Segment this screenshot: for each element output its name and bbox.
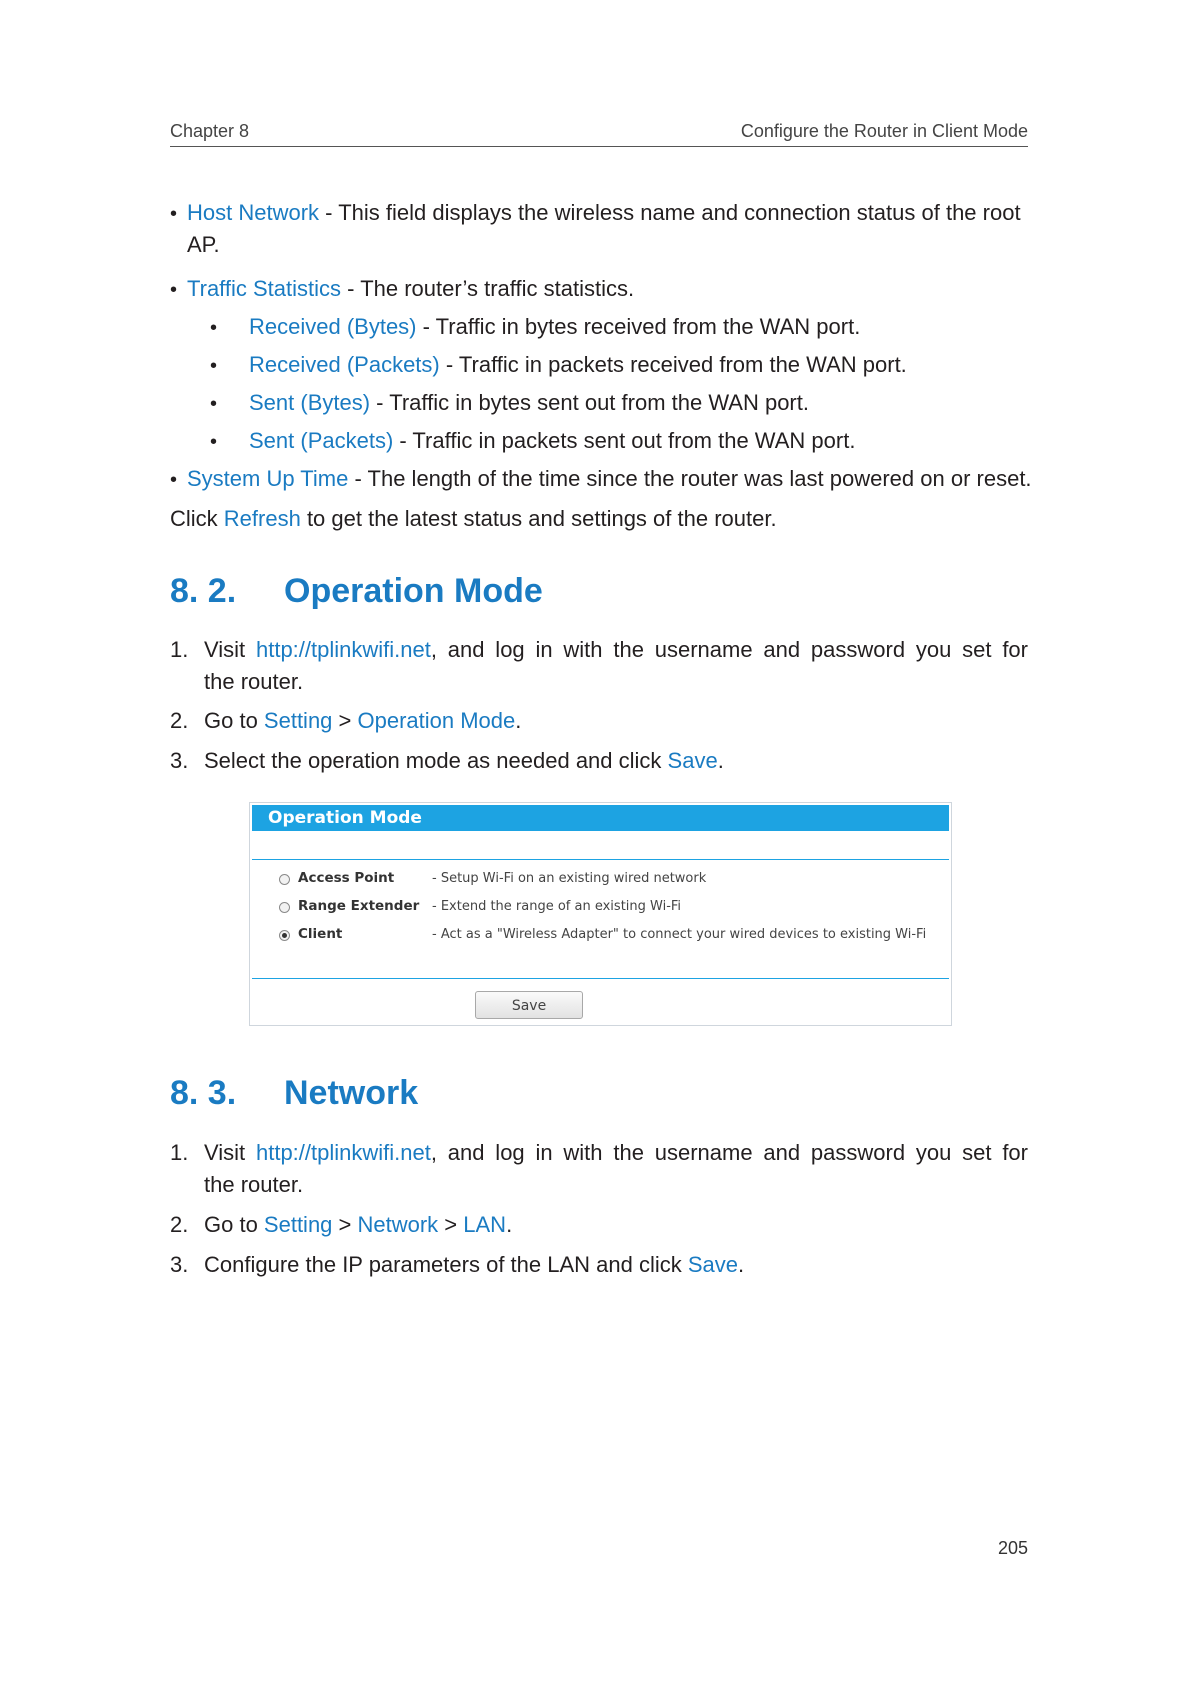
step-number: 1. bbox=[170, 1140, 189, 1165]
refresh-pre: Click bbox=[170, 506, 224, 531]
tplinkwifi-link[interactable]: http://tplinkwifi.net bbox=[255, 1140, 431, 1165]
term-sent-packets: Sent (Packets) bbox=[249, 428, 394, 453]
step-1-line2: the router. bbox=[204, 669, 304, 694]
step-3-pre: Select the operation mode as needed and click bbox=[204, 748, 668, 773]
sub-bullet-sent-packets bbox=[249, 428, 855, 454]
desc-system-up-time: - The length of the time since the router was last powered on or reset. bbox=[348, 466, 1032, 491]
setting-link[interactable]: Setting bbox=[263, 1212, 333, 1237]
net-step-1-post: , and log in with the username and password you set for bbox=[430, 1140, 1028, 1165]
desc-traffic-statistics: - The router’s traffic statistics. bbox=[341, 276, 635, 301]
sub-bullet-received-packets bbox=[249, 352, 907, 378]
save-link[interactable]: Save bbox=[667, 748, 718, 773]
step-2-pre: Go to bbox=[204, 708, 264, 733]
term-traffic-statistics: Traffic Statistics bbox=[187, 276, 342, 301]
breadcrumb-separator: > bbox=[332, 708, 358, 733]
operation-mode-link[interactable]: Operation Mode bbox=[357, 708, 516, 733]
sub-bullet-received-bytes bbox=[249, 314, 860, 340]
term-sent-bytes: Sent (Bytes) bbox=[249, 390, 371, 415]
tplinkwifi-link[interactable]: http://tplinkwifi.net bbox=[255, 637, 431, 662]
bullet-system-up-time bbox=[187, 466, 1032, 492]
bullet-traffic-statistics bbox=[187, 276, 634, 302]
desc-access-point: - Setup Wi-Fi on an existing wired network bbox=[432, 871, 707, 886]
bullet: • bbox=[170, 279, 178, 301]
net-step-1-line2: the router. bbox=[204, 1172, 304, 1197]
label-access-point: Access Point bbox=[298, 870, 395, 886]
desc-sent-packets: - Traffic in packets sent out from the WAN port. bbox=[393, 428, 856, 453]
radio-access-point[interactable] bbox=[279, 874, 290, 885]
save-button[interactable]: Save bbox=[475, 991, 583, 1019]
desc-host-network: - This field displays the wireless name and connection status of the root bbox=[319, 200, 1021, 225]
operation-mode-panel bbox=[249, 802, 952, 1026]
page-header bbox=[170, 121, 1028, 147]
sub-bullet: • bbox=[210, 431, 218, 453]
desc-received-packets: - Traffic in packets received from the WAN port. bbox=[439, 352, 907, 377]
term-received-packets: Received (Packets) bbox=[249, 352, 440, 377]
net-step-3-pre: Configure the IP parameters of the LAN and click bbox=[204, 1252, 688, 1277]
bullet: • bbox=[170, 469, 178, 491]
network-link[interactable]: Network bbox=[357, 1212, 439, 1237]
net-step-1-pre: Visit bbox=[204, 1140, 256, 1165]
section-title-network: Network bbox=[284, 1074, 419, 1112]
setting-link[interactable]: Setting bbox=[263, 708, 333, 733]
divider bbox=[252, 859, 949, 860]
sub-bullet: • bbox=[210, 393, 218, 415]
section-title-operation-mode: Operation Mode bbox=[284, 572, 543, 610]
lan-link[interactable]: LAN bbox=[463, 1212, 507, 1237]
step-2-goto bbox=[204, 708, 521, 734]
step-3-select bbox=[204, 748, 724, 774]
term-system-up-time: System Up Time bbox=[187, 466, 349, 491]
desc-host-network-cont: AP. bbox=[187, 232, 220, 257]
page-number: 205 bbox=[997, 1538, 1028, 1558]
net-step-3-end: . bbox=[738, 1252, 745, 1277]
step-number: 3. bbox=[170, 1252, 189, 1277]
sub-bullet: • bbox=[210, 355, 218, 377]
refresh-instruction bbox=[170, 506, 777, 532]
step-3-end: . bbox=[717, 748, 724, 773]
chapter-label: Chapter 8 bbox=[170, 121, 250, 141]
refresh-link[interactable]: Refresh bbox=[223, 506, 301, 531]
divider bbox=[252, 978, 949, 979]
breadcrumb-separator: > bbox=[438, 1212, 464, 1237]
breadcrumb-separator: > bbox=[332, 1212, 358, 1237]
bullet-host-network bbox=[187, 200, 1021, 226]
step-number: 2. bbox=[170, 708, 189, 733]
term-received-bytes: Received (Bytes) bbox=[249, 314, 417, 339]
net-step-1-visit bbox=[204, 1140, 1028, 1166]
net-step-2-goto bbox=[204, 1212, 512, 1238]
bullet: • bbox=[170, 203, 178, 225]
radio-client[interactable] bbox=[279, 930, 290, 941]
desc-received-bytes: - Traffic in bytes received from the WAN port. bbox=[416, 314, 861, 339]
section-number-8-2: 8. 2. bbox=[170, 572, 237, 610]
label-client: Client bbox=[298, 926, 343, 942]
refresh-post: to get the latest status and settings of the router. bbox=[300, 506, 777, 531]
step-number: 2. bbox=[170, 1212, 189, 1237]
save-link[interactable]: Save bbox=[687, 1252, 739, 1277]
section-number-8-3: 8. 3. bbox=[170, 1074, 237, 1112]
net-step-2-end: . bbox=[506, 1212, 513, 1237]
desc-client: - Act as a "Wireless Adapter" to connect your wired devices to existing Wi-Fi bbox=[432, 927, 927, 942]
sub-bullet: • bbox=[210, 317, 218, 339]
label-range-extender: Range Extender bbox=[298, 898, 420, 914]
radio-range-extender[interactable] bbox=[279, 902, 290, 913]
step-2-end: . bbox=[515, 708, 522, 733]
sub-bullet-sent-bytes bbox=[249, 390, 809, 416]
step-1-pre: Visit bbox=[204, 637, 256, 662]
desc-sent-bytes: - Traffic in bytes sent out from the WAN port. bbox=[370, 390, 809, 415]
panel-title: Operation Mode bbox=[252, 805, 949, 831]
net-step-3-configure bbox=[204, 1252, 744, 1278]
step-1-visit bbox=[204, 637, 1028, 663]
step-1-post: , and log in with the username and password you set for bbox=[430, 637, 1028, 662]
step-number: 1. bbox=[170, 637, 189, 662]
chapter-title: Configure the Router in Client Mode bbox=[740, 121, 1028, 141]
step-number: 3. bbox=[170, 748, 189, 773]
net-step-2-pre: Go to bbox=[204, 1212, 264, 1237]
term-host-network: Host Network bbox=[187, 200, 320, 225]
desc-range-extender: - Extend the range of an existing Wi-Fi bbox=[432, 899, 682, 914]
